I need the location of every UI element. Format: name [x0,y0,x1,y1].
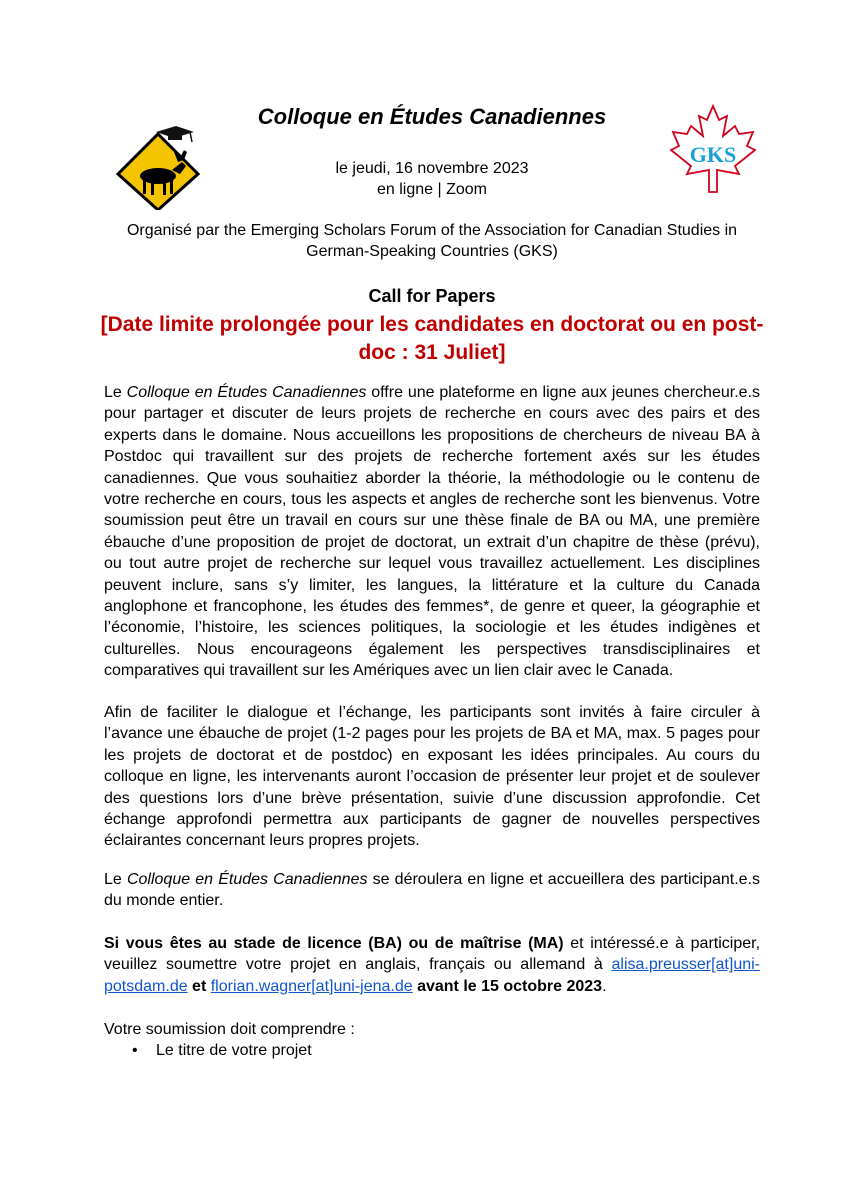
deadline-notice: [Date limite prolongée pour les candidates en doctorat ou en post-doc : 31 Juliet] [100,313,764,364]
intro-paragraph: Le Colloque en Études Canadiennes offre une plateforme en ligne aux jeunes chercheur.e.s pour partager et discuter de leurs projets de recherche en cours avec des pairs et des experts dans le domaine. Nous accueillons les propositions de chercheurs de niveau BA à Postdoc qui travaillent sur des projets de recherche fortement axés sur les études canadiennes. Que vous souhaitiez aborder la théorie, la méthodologie ou le contenu de votre recherche en cours, tous les aspects et angles de recherche sont les bienvenus. Votre soumission peut être un travail en cours sur une thèse finale de BA ou MA, une première ébauche d’une proposition de projet de doctorat, un extrait d’un chapitre de thèse (prévu), ou tout autre projet de recherche sur lequel vous travaillez actuellement. Les disciplines peuvent inclure, sans s’y limiter, les langues, la littérature et la culture du Canada anglophone et francophone, les études des femmes*, de genre et queer, la géographie et l’économie, l’histoire, les sciences politiques, la sociologie et les études indigènes et culturelles. Nous encourageons également les perspectives transdisciplinaires et comparatives qui travaillent sur les Amériques avec un lien clair avec le Canada. [104,384,760,680]
format-paragraph: Afin de faciliter le dialogue et l’échange, les participants sont invités à faire circuler à l’avance une ébauche de projet (1-2 pages pour les projets de BA et MA, max. 5 pages pour les projets de doctorat et de postdoc) en exposant les idées principales. Au cours du colloque en ligne, les intervenants auront l’occasion de présenter leur projet et de soulever des questions lors d’une brève présentation, suivie d’une discussion approfondie. Cet échange approfondi permettra aux participants de gagner de nouvelles perspectives éclairantes concernant leurs propres projets. [104,704,760,850]
email-link-florian[interactable]: florian.wagner[at]uni-jena.de [210,977,413,995]
event-date: le jeudi, 16 novembre 2023 [335,160,529,177]
list-item: • Le titre de votre projet [132,1042,312,1059]
event-location: en ligne | Zoom [377,181,487,198]
cfp-heading: Call for Papers [368,286,496,306]
online-paragraph: Le Colloque en Études Canadiennes se déroulera en ligne et accueillera des participant.e.s du monde entier. [104,871,760,910]
organizer-line: Organisé par the Emerging Scholars Forum of the Association for Canadian Studies in German-Speaking Countries (GKS) [126,222,738,260]
submission-intro: Votre soumission doit comprendre : [104,1021,355,1038]
email-link-alisa[interactable]: alisa.preusser[at]uni-potsdam.de [104,956,760,995]
gks-logo-text: GKS [689,142,737,167]
bullet-icon: • [132,1042,138,1059]
submission-requirements-list [104,1040,312,1061]
submission-paragraph: Si vous êtes au stade de licence (BA) ou de maîtrise (MA) et intéressé.e à participer, veuillez soumettre votre projet en anglais, français ou allemand à alisa.preusser[at]uni-potsdam.de et florian.wagner[at]uni-jena.de avant le 15 octobre 2023. [104,935,761,995]
page-title: Colloque en Études Canadiennes [257,104,607,129]
event-info [0,158,864,200]
